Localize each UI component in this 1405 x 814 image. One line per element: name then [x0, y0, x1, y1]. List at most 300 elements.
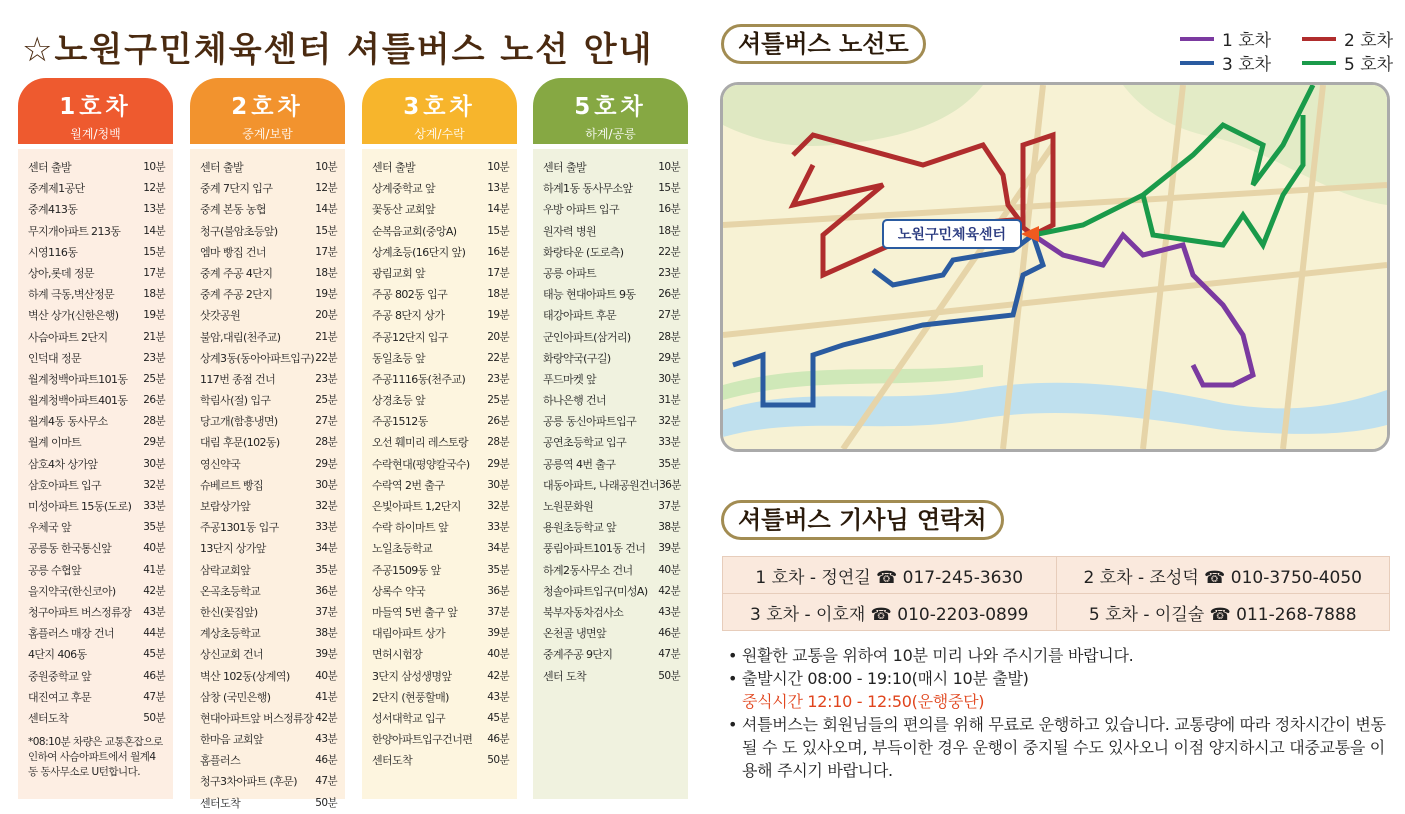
stop-time: 10분	[315, 161, 337, 173]
contact-cell: 3 호차 - 이호재 ☎ 010-2203-0899	[723, 594, 1057, 631]
stop-time: 33분	[143, 500, 165, 512]
stop-row	[200, 434, 337, 455]
stop-time: 26분	[487, 415, 509, 428]
stop-name: 청구3차아파트 (후문)	[200, 775, 297, 789]
stop-time: 23분	[658, 266, 680, 279]
stop-time: 22분	[487, 351, 509, 364]
stop-row	[372, 625, 509, 646]
stop-time: 28분	[658, 330, 680, 343]
stop-row	[28, 307, 165, 328]
notes	[728, 644, 1396, 782]
stop-name: 상록수 약국	[372, 584, 426, 598]
stop-name: 계상초등학교	[200, 627, 261, 641]
stop-row	[372, 159, 509, 180]
stop-time: 28분	[487, 436, 509, 449]
stop-name: 슈베르트 빵집	[200, 478, 264, 492]
stop-row	[543, 646, 680, 667]
stop-name: 공릉역 4번 출구	[543, 457, 616, 471]
stop-row	[28, 498, 165, 519]
stop-row	[200, 625, 337, 646]
stop-time: 22분	[658, 245, 680, 258]
stop-time: 19분	[315, 288, 337, 301]
stop-time: 17분	[315, 245, 337, 258]
stop-name: 삼호4차 상가앞	[28, 457, 98, 471]
map-center-label: 노원구민체육센터	[897, 227, 1007, 243]
stop-name: 면허시험장	[372, 648, 423, 662]
stop-row	[200, 456, 337, 477]
stop-row	[372, 710, 509, 731]
stop-list	[18, 149, 173, 799]
stop-name: 벽산 102동(상계역)	[200, 669, 290, 683]
bus-number: 1호차	[59, 94, 132, 120]
stop-row	[200, 286, 337, 307]
stop-name: 공릉동 한국통신앞	[28, 542, 112, 556]
stop-time: 40분	[143, 542, 165, 555]
stop-time: 42분	[315, 711, 337, 724]
stop-row	[200, 668, 337, 689]
stop-row	[200, 413, 337, 434]
stop-time: 23분	[315, 372, 337, 385]
stop-name: 주공1301동 입구	[200, 521, 279, 535]
stop-name: 군인아파트(삼거리)	[543, 330, 631, 344]
route-map	[720, 82, 1390, 452]
stop-row	[200, 731, 337, 752]
stop-row	[372, 265, 509, 286]
stop-time: 18분	[315, 266, 337, 279]
stop-row	[200, 223, 337, 244]
stop-time: 37분	[315, 605, 337, 618]
stop-row	[28, 689, 165, 710]
stop-time: 36분	[659, 478, 681, 491]
stop-time: 13분	[143, 203, 165, 216]
stop-name: 당고개(함흥냉면)	[200, 415, 278, 429]
stop-time: 13분	[487, 182, 509, 195]
stop-row	[372, 350, 509, 371]
stop-name: 한양아파트입구건너편	[372, 733, 473, 747]
stop-time: 34분	[487, 542, 509, 555]
legend-label: 2 호차	[1344, 31, 1394, 51]
stop-name: 공릉 동신아파트입구	[543, 415, 637, 429]
stop-time: 43분	[658, 605, 680, 618]
stop-name: 미성아파트 15동(도로)	[28, 500, 132, 513]
stop-time: 20분	[315, 309, 337, 322]
route-header	[190, 78, 345, 144]
stop-time: 45분	[143, 648, 165, 661]
stop-time: 29분	[315, 457, 337, 470]
stop-time: 35분	[143, 521, 165, 534]
stop-name: 불암,대림(천주교)	[200, 330, 281, 344]
stop-row	[200, 329, 337, 350]
bus-number: 3호차	[403, 94, 476, 120]
stop-name: 푸드마켓 앞	[543, 372, 597, 386]
route-area: 상계/수락	[414, 127, 465, 141]
stop-row	[543, 286, 680, 307]
bus-number: 5호차	[574, 94, 647, 120]
legend-label: 1 호차	[1222, 31, 1272, 51]
stop-time: 28분	[143, 415, 165, 428]
stop-row	[28, 265, 165, 286]
stop-row	[372, 307, 509, 328]
stop-row	[543, 223, 680, 244]
stop-name: 주공1509동 앞	[372, 563, 441, 577]
stop-time: 25분	[315, 394, 337, 407]
stop-row	[200, 307, 337, 328]
stop-time: 12분	[143, 182, 165, 195]
stop-row	[200, 477, 337, 498]
stop-row	[28, 392, 165, 413]
legend-item-4	[1302, 50, 1393, 75]
stop-time: 32분	[487, 500, 509, 512]
stop-name: 태강아파트 후문	[543, 309, 617, 323]
stop-name: 상계초등(16단지 앞)	[372, 245, 466, 259]
stop-list	[533, 149, 688, 799]
note-item: • 원활한 교통을 위하여 10분 미리 나와 주시기를 바랍니다.	[728, 646, 1134, 665]
stop-name: 청구아파트 버스정류장	[28, 605, 132, 619]
stop-time: 33분	[487, 521, 509, 534]
stop-row	[372, 668, 509, 689]
stop-row	[372, 562, 509, 583]
stop-time: 23분	[143, 351, 165, 364]
stop-time: 29분	[487, 457, 509, 470]
stop-row	[28, 625, 165, 646]
stop-row	[28, 562, 165, 583]
route-area: 월계/청백	[70, 127, 121, 141]
stop-name: 센터 출발	[200, 161, 244, 174]
stop-name: 우방 아파트 입구	[543, 203, 619, 217]
stop-row	[200, 773, 337, 794]
stop-time: 28분	[315, 436, 337, 449]
stop-name: 중계주공 9단지	[543, 648, 613, 662]
stop-time: 50분	[487, 754, 509, 767]
stop-row	[28, 371, 165, 392]
route-area: 하계/공릉	[585, 127, 636, 141]
stop-row	[28, 477, 165, 498]
stop-row	[543, 562, 680, 583]
route-header	[533, 78, 688, 144]
stop-row	[372, 201, 509, 222]
stop-row	[543, 159, 680, 180]
stop-name: 한신(꽃집앞)	[200, 605, 258, 619]
route-column-4	[533, 78, 688, 799]
stop-time: 36분	[487, 584, 509, 597]
stop-row	[372, 223, 509, 244]
contact-cell: 5 호차 - 이길술 ☎ 011-268-7888	[1056, 594, 1390, 631]
stop-list	[362, 149, 517, 799]
stop-row	[543, 350, 680, 371]
stop-name: 월계청백아파트101동	[28, 372, 128, 386]
stop-name: 주공1116동(천주교)	[372, 372, 466, 386]
stop-name: 순복음교회(중앙A)	[372, 224, 457, 238]
stop-name: 태능 현대아파트 9동	[543, 288, 636, 302]
stop-row	[372, 329, 509, 350]
stop-name: 중계413동	[28, 203, 78, 217]
stop-time: 19분	[143, 309, 165, 322]
stop-time: 29분	[143, 436, 165, 449]
stop-row	[372, 371, 509, 392]
stop-time: 16분	[487, 245, 509, 258]
legend-item-1	[1180, 26, 1271, 51]
stop-name: 주공 802동 입구	[372, 288, 448, 302]
stop-row	[372, 392, 509, 413]
stop-row	[200, 583, 337, 604]
stop-time: 19분	[487, 309, 509, 322]
stop-row	[372, 583, 509, 604]
stop-name: 공연초등학교 입구	[543, 436, 627, 450]
stop-name: 오선 훼미리 레스토랑	[372, 436, 469, 450]
stop-time: 15분	[315, 224, 337, 237]
stop-time: 50분	[658, 669, 680, 682]
route-column-1	[18, 78, 173, 799]
stop-name: 4단지 406동	[28, 648, 87, 662]
note-item: • 셔틀버스는 회원님들의 편의를 위해 무료로 운행하고 있습니다. 교통량에 따라 정차시간이 변동될 수 도 있사오며, 부득이한 경우 운행이 중지될 수도 있사오니 이점 양지하시고 대중교통을 이용해 주시기 바랍니다.	[728, 715, 1386, 780]
stop-row	[543, 625, 680, 646]
stop-row	[28, 244, 165, 265]
stop-time: 15분	[487, 224, 509, 237]
stop-row	[543, 519, 680, 540]
stop-row	[28, 456, 165, 477]
stop-row	[200, 604, 337, 625]
stop-time: 38분	[315, 627, 337, 640]
stop-row	[372, 286, 509, 307]
stop-name: 하계1동 동사무소앞	[543, 182, 633, 196]
stop-name: 학림사(절) 입구	[200, 394, 271, 408]
stop-row	[28, 286, 165, 307]
stop-row	[200, 244, 337, 265]
legend-label: 3 호차	[1222, 55, 1272, 75]
stop-time: 47분	[315, 775, 337, 788]
stop-name: 중계제1공단	[28, 182, 85, 196]
stop-name: 홈플러스	[200, 754, 241, 768]
stop-row	[372, 604, 509, 625]
stop-time: 20분	[487, 330, 509, 343]
stop-row	[543, 413, 680, 434]
stop-name: 엠마 빵집 건너	[200, 245, 266, 259]
stop-name: 중계 주공 2단지	[200, 288, 273, 302]
stop-time: 17분	[143, 266, 165, 279]
stop-row	[28, 668, 165, 689]
stop-row	[543, 456, 680, 477]
route-header	[18, 78, 173, 144]
stop-time: 10분	[487, 161, 509, 173]
stop-name: 상경초등 앞	[372, 394, 426, 408]
stop-time: 32분	[315, 500, 337, 512]
stop-name: 화랑타운 (도로측)	[543, 245, 624, 259]
stop-time: 37분	[487, 605, 509, 618]
stop-time: 39분	[658, 542, 680, 555]
stop-name: 상신교회 건너	[200, 648, 264, 662]
stop-row	[28, 180, 165, 201]
stop-time: 40분	[487, 648, 509, 661]
stop-time: 22분	[315, 351, 337, 364]
stop-name: 중계 7단지 입구	[200, 182, 273, 196]
stop-row	[543, 477, 680, 498]
stop-name: 원자력 병원	[543, 224, 597, 238]
stop-row	[200, 265, 337, 286]
stop-time: 50분	[315, 796, 337, 809]
stop-row	[372, 689, 509, 710]
stop-time: 42분	[658, 584, 680, 597]
stop-name: 수락현대(평양칼국수)	[372, 457, 470, 471]
stop-time: 14분	[487, 203, 509, 216]
stop-name: 청구(불암초등앞)	[200, 224, 278, 238]
stop-name: 홈플러스 매장 건너	[28, 627, 115, 641]
stop-time: 43분	[487, 690, 509, 703]
stop-name: 월계 이마트	[28, 436, 82, 450]
stop-row	[543, 307, 680, 328]
stop-name: 삼호아파트 입구	[28, 478, 102, 492]
stop-row	[543, 604, 680, 625]
stop-time: 25분	[143, 372, 165, 385]
stop-name: 노일초등학교	[372, 542, 433, 556]
stop-time: 46분	[315, 754, 337, 767]
stop-row	[372, 519, 509, 540]
stop-time: 18분	[487, 288, 509, 301]
stop-name: 풍림아파트101동 건너	[543, 542, 646, 556]
stop-time: 43분	[315, 733, 337, 746]
stop-time: 41분	[315, 690, 337, 703]
stop-name: 벽산 상가(신한은행)	[28, 309, 119, 323]
stop-name: 삿갓공원	[200, 309, 241, 323]
stop-row	[200, 710, 337, 731]
stop-name: 센터 출발	[28, 161, 72, 174]
contact-cell: 1 호차 - 정연길 ☎ 017-245-3630	[723, 557, 1057, 594]
legend-line-purple	[1180, 37, 1214, 41]
stop-row	[543, 668, 680, 689]
stop-time: 50분	[143, 711, 165, 724]
stop-time: 45분	[487, 711, 509, 724]
stop-time: 46분	[658, 627, 680, 640]
stop-row	[28, 540, 165, 561]
stop-name: 주공 8단지 상가	[372, 309, 445, 323]
route-note: *08:10분 차량은 교통혼잡으로 인하여 사슴아파트에서 월계4동 동사무소로 U턴합니다.	[28, 736, 163, 779]
stop-time: 46분	[487, 733, 509, 746]
stop-row	[543, 392, 680, 413]
stop-name: 센터 출발	[372, 161, 416, 174]
stop-time: 23분	[487, 372, 509, 385]
stop-time: 34분	[315, 542, 337, 555]
stop-name: 월계청백아파트401동	[28, 394, 128, 408]
stop-row	[372, 752, 509, 773]
stop-time: 18분	[658, 224, 680, 237]
stop-name: 월계4동 동사무소	[28, 415, 108, 429]
stop-row	[28, 646, 165, 667]
stop-name: 꽃동산 교회앞	[372, 203, 436, 217]
stop-time: 42분	[487, 669, 509, 682]
stop-time: 21분	[143, 330, 165, 343]
stop-name: 센터 출발	[543, 161, 587, 174]
stop-time: 17분	[487, 266, 509, 279]
stop-time: 41분	[143, 563, 165, 576]
stop-time: 14분	[143, 224, 165, 237]
stop-row	[200, 540, 337, 561]
stop-time: 15분	[658, 182, 680, 195]
legend-item-3	[1180, 50, 1271, 75]
stop-name: 센터도착	[28, 711, 69, 725]
stop-name: 화랑약국(구길)	[543, 351, 611, 365]
table-row	[723, 594, 1390, 631]
note-item: • 출발시간 08:00 - 19:10(매시 10분 출발)	[728, 669, 1029, 688]
stop-name: 은빛아파트 1,2단지	[372, 500, 461, 513]
stop-row	[28, 350, 165, 371]
stop-row	[372, 180, 509, 201]
contact-cell: 2 호차 - 조성덕 ☎ 010-3750-4050	[1056, 557, 1390, 594]
stop-time: 29분	[658, 351, 680, 364]
stop-name: 청솔아파트입구(미성A)	[543, 584, 648, 598]
stop-time: 27분	[658, 309, 680, 322]
stop-row	[372, 456, 509, 477]
stop-time: 12분	[315, 182, 337, 195]
route-map-graphic	[723, 85, 1387, 449]
stop-time: 46분	[143, 669, 165, 682]
stop-row	[200, 689, 337, 710]
stop-name: 한마음 교회앞	[200, 733, 264, 747]
stop-name: 센터 도착	[543, 669, 587, 683]
contact-title: 셔틀버스 기사님 연락처	[721, 500, 1004, 540]
stop-name: 삼락교회앞	[200, 563, 251, 577]
stop-name: 온곡초등학교	[200, 584, 261, 598]
stop-time: 39분	[487, 627, 509, 640]
stop-row	[543, 540, 680, 561]
stop-time: 18분	[143, 288, 165, 301]
stop-name: 상계중학교 앞	[372, 182, 436, 196]
stop-time: 27분	[315, 415, 337, 428]
stop-row	[200, 795, 337, 814]
route-area: 중계/보람	[242, 127, 293, 141]
stop-row	[372, 477, 509, 498]
page-title: ☆노원구민체육센터 셔틀버스 노선 안내	[22, 30, 654, 70]
route-column-2	[190, 78, 345, 810]
stop-list	[190, 149, 345, 810]
stop-row	[372, 540, 509, 561]
stop-time: 35분	[487, 563, 509, 576]
route-column-3	[362, 78, 517, 799]
stop-time: 39분	[315, 648, 337, 661]
stop-time: 30분	[143, 457, 165, 470]
stop-row	[372, 731, 509, 752]
stop-name: 2단지 (현풍할매)	[372, 690, 449, 704]
stop-row	[543, 265, 680, 286]
stop-time: 32분	[658, 415, 680, 428]
stop-row	[372, 244, 509, 265]
stop-name: 주공1512동	[372, 415, 428, 429]
contact-table	[722, 556, 1390, 631]
stop-name: 성서대학교 입구	[372, 711, 446, 725]
stop-time: 30분	[315, 478, 337, 491]
stop-name: 노원문화원	[543, 500, 594, 513]
stop-name: 대림 후문(102동)	[200, 436, 280, 450]
stop-time: 36분	[315, 584, 337, 597]
stop-row	[200, 180, 337, 201]
stop-row	[28, 413, 165, 434]
stop-row	[200, 201, 337, 222]
stop-name: 공릉 아파트	[543, 266, 597, 280]
legend-label: 5 호차	[1344, 55, 1394, 75]
stop-time: 33분	[315, 521, 337, 534]
stop-row	[28, 159, 165, 180]
stop-row	[200, 159, 337, 180]
stop-name: 인덕대 정문	[28, 351, 82, 365]
stop-time: 42분	[143, 584, 165, 597]
stop-name: 마들역 5번 출구 앞	[372, 605, 458, 619]
stop-time: 21분	[315, 330, 337, 343]
stop-name: 대동아파트, 나래공원건너	[543, 478, 660, 492]
stop-row	[543, 583, 680, 604]
stop-name: 공릉 수협앞	[28, 563, 82, 577]
stop-time: 32분	[143, 478, 165, 491]
stop-name: 하계 극동,벽산정문	[28, 288, 115, 302]
stop-name: 중계 주공 4단지	[200, 266, 273, 280]
stop-time: 10분	[658, 161, 680, 173]
